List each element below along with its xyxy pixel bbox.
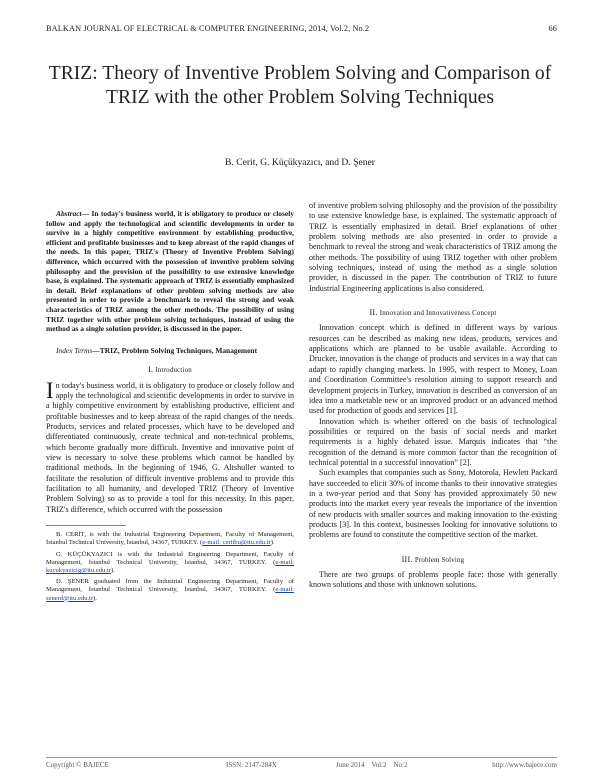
right-column [309, 201, 557, 591]
index-terms-label: Index Terms [56, 345, 93, 355]
footnote-author-1 [46, 531, 294, 547]
abstract-text: In today's business world, it is obligatory to produce or closely follow and apply the technological and scientific developments in order to survive in a highly competitive environment by establishing productive, efficient and profitable businesses and to keep abreast of the rapid changes of the needs. In this paper, TRIZ's (Theory of Inventive Problem Solving) difference, which occurred with the possession of inventive problem solving philosophy and the provision of the possibility to use extensive knowledge base, is explained. The systematic approach of TRIZ is essentially emphasized in detail. Brief explanations of other problem solving methods are also presented in order to provide a benchmark to reveal the strong and weak characteristics of TRIZ among the other methods. The possibility of using TRIZ together with other problem solving techniques, instead of using the method as a single solution provider, is discussed in the paper. [46, 209, 294, 334]
section-title: Problem Solving [414, 556, 465, 564]
paper-title: TRIZ: Theory of Inventive Problem Solving and Comparison of TRIZ with the other Problem Solving Techniques [48, 63, 552, 108]
section-number: I. [148, 365, 154, 375]
section-heading-problem-solving [309, 555, 557, 566]
intro-paragraph: In today's business world, it is obligatory to produce or closely follow and apply the technological and scientific developments in order to survive in a highly competitive environment by establishing productive, efficient and profitable businesses and to keep abreast of the rapid changes of the needs. Products, services and related processes, which have to be developed and differentiated continuously, create technical and non-technical problems, which become gradually more difficult. Inventive and innovative point of view is necessary to solve these problems which cannot be handled by traditional methods. In the beginning of 1946, G. Altshuller wanted to facilitate the resolution of difficult inventive problems and to provide this facilitation to all humanity, and developed TRIZ (Theory of Inventive Problem Solving) so as to provide a tool for this necessity. In this paper, TRIZ's difference, which occurred with the possession [46, 377, 294, 514]
section-heading-introduction [46, 365, 294, 376]
section-title: Innovation and Innovativeness Concept [379, 310, 497, 318]
innovation-paragraph-1: Innovation concept which is defined in different ways by various resources can be described as making new ideas, products, services and applications which are planned to be usable available. According to Drucker, innovation is the change of products and services in a way that can adapt to rapidly changing markets. In 1995, with respect to Money, Loan and Coordination Committee's resolution aiming to support research and development projects in Turkey, innovation is described as conversion of an idea into a marketable new or an improved product or an advanced method used for production of goods and services [1]. [309, 323, 557, 416]
footnote-divider [46, 525, 126, 526]
abstract-label: Abstract— [56, 209, 92, 218]
journal-name: BALKAN JOURNAL OF ELECTRICAL & COMPUTER ENGINEERING, 2014, Vol.2, No.2 [46, 24, 370, 33]
footnote-text: D. ŞENER graduated from the Industrial Engineering Department, Faculty of Management, İstanbul Technical University, İstanbul, 34367, TURKEY. ( [46, 578, 294, 594]
index-terms-text: —TRIZ, Problem Solving Techniques, Management [92, 345, 258, 355]
section-heading-innovation [309, 308, 557, 319]
footnote-author-3 [46, 578, 294, 603]
email-link[interactable]: e-mail: ceritbu@itu.edu.tr [202, 539, 271, 547]
footnote-end: ). [111, 566, 115, 574]
footnote-text: B. CERİT, is with the Industrial Engineering Department, Faculty of Management, İstanbul Technical University, İstanbul, 34367, TURKEY. ( [46, 531, 294, 547]
footnote-end: ). [270, 539, 275, 547]
section-number: II. [369, 308, 378, 318]
paper-authors: B. Cerit, G. Küçükyazıcı, and D. Şener [225, 157, 375, 168]
email-link[interactable]: e-mail: senerd@itu.edu.tr [46, 586, 294, 602]
footer-date: June 2014 Vol:2 No:2 [336, 761, 408, 769]
page-number: 66 [548, 24, 557, 33]
footnote-text: G. KÜÇÜKYAZICI is with the Industrial Engineering Department, Faculty of Management, İstanbul Technical University, İstanbul, 34367, TURKEY. ( [46, 550, 294, 566]
left-column [46, 209, 294, 606]
problem-solving-paragraph: There are two groups of problems people face: those with generally known solutions and those with unknown solutions. [309, 570, 557, 590]
footer-issn: ISSN: 2147-284X [226, 761, 277, 769]
innovation-paragraph-3: Such examples that companies such as Sony, Motorola, Hewlett Packard have succeeded to elicit 30% of income thanks to their innovative strategies in a two-year period and that Sony has provided approximately 50 new products into the market every year reveals the importance of the invention of new products with smaller sources and making innovation to the existing products [3]. In this context, businesses looking for innovative solutions to problems are found to constitute the competitive section of the market. [309, 468, 557, 540]
page-footer [46, 757, 557, 769]
footnote-author-2 [46, 551, 294, 576]
footnote-end: ). [93, 594, 97, 602]
running-header [46, 24, 557, 33]
section-title: Introduction [155, 367, 192, 375]
innovation-paragraph-2: Innovation which is whether offered on the basis of technological possibilities or required on the basis of social needs and market requirements is a highly debated issue. Marquis indicates that “the recognition of the demand is more common factor than the recognition of technical potential in a successful innovation” [2]. [309, 416, 557, 467]
intro-continuation: of inventive problem solving philosophy and the provision of the possibility to use extensive knowledge base, is explained. The systematic approach of TRIZ is essentially emphasized in detail. Brief explanations of other problem solving methods are also presented in order to provide a benchmark to reveal the strong and weak characteristics of TRIZ among the other methods. The possibility of using TRIZ together with other problem solving techniques, instead of using the method as a single solution provider, is discussed in the paper. The contribution of TRIZ to future Industrial Engineering applications is also considered. [309, 201, 557, 293]
email-link[interactable]: e-mail: kucukyazicig@itu.edu.tr [46, 558, 294, 574]
section-number: III. [401, 554, 413, 564]
abstract [46, 209, 294, 334]
footer-copyright: Copyright © BAJECE [46, 761, 109, 769]
index-terms [46, 346, 294, 356]
footer-url[interactable]: http://www.bajece.com [492, 761, 557, 769]
